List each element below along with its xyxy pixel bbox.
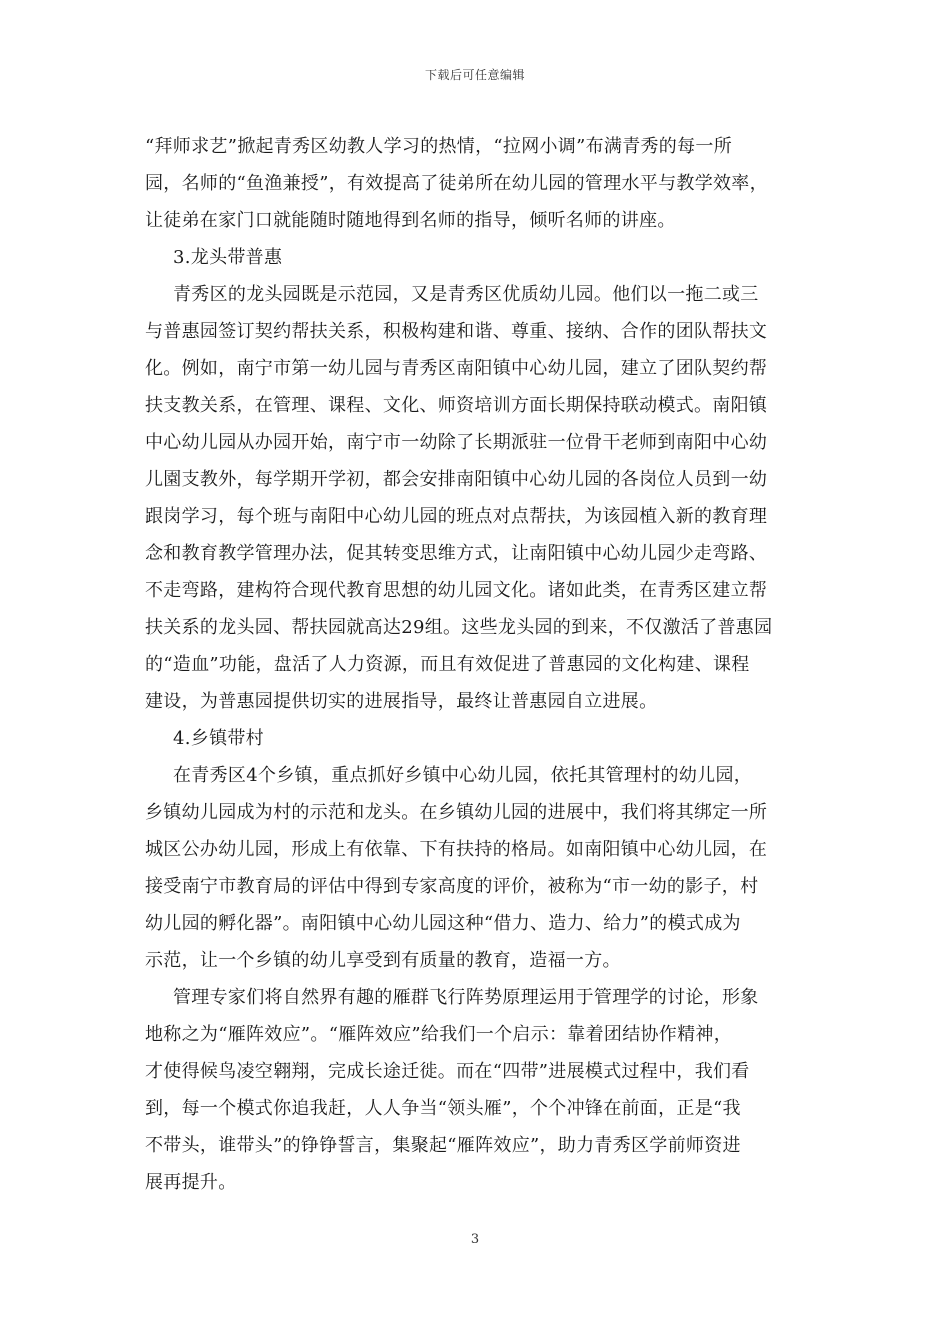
text-line: 儿園支教外，每学期开学初，都会安排南阳镇中心幼儿园的各岗位人员到一幼: [145, 469, 768, 490]
heading-text: 4.乡镇带村: [173, 728, 264, 749]
text-line: 示范，让一个乡镇的幼儿享受到有质量的教育，造福一方。: [145, 950, 621, 971]
text-line: 跟岗学习，每个班与南阳中心幼儿园的班点对点帮扶，为该园植入新的教育理: [145, 506, 768, 527]
text-line: 城区公办幼儿园，形成上有依靠、下有扶持的格局。如南阳镇中心幼儿园，在: [145, 839, 768, 860]
section-heading: [145, 720, 805, 757]
page-header: 下载后可任意编辑: [424, 68, 525, 82]
text-line: 与普惠园签订契约帮扶关系，积极构建和谐、尊重、接纳、合作的团队帮扶文: [145, 321, 768, 342]
text-line: 管理专家们将自然界有趣的雁群飞行阵势原理运用于管理学的讨论，形象: [173, 987, 759, 1008]
section-heading: [145, 239, 805, 276]
text-line: 青秀区的龙头园既是示范园，又是青秀区优质幼儿园。他们以一拖二或三: [173, 284, 759, 305]
paragraph: [145, 276, 805, 720]
text-line: 念和教育教学管理办法，促其转变思维方式，让南阳镇中心幼儿园少走弯路、: [145, 543, 768, 564]
text-line: 中心幼儿园从办园开始，南宁市一幼除了长期派驻一位骨干老师到南阳中心幼: [145, 432, 768, 453]
paragraph: [145, 979, 805, 1201]
paragraph: [145, 757, 805, 979]
text-line: 幼儿园的孵化器”。南阳镇中心幼儿园这种“借力、造力、给力”的模式成为: [145, 913, 741, 934]
text-line: 扶支教关系，在管理、课程、文化、师资培训方面长期保持联动模式。南阳镇: [145, 395, 768, 416]
text-line: 不走弯路，建构符合现代教育思想的幼儿园文化。诸如此类，在青秀区建立帮: [145, 580, 768, 601]
heading-text: 3.龙头带普惠: [173, 247, 283, 268]
text-line: 的“造血”功能，盘活了人力资源，而且有效促进了普惠园的文化构建、课程: [145, 654, 750, 675]
text-line: 化。例如，南宁市第一幼儿园与青秀区南阳镇中心幼儿园，建立了团队契约帮: [145, 358, 768, 379]
text-line: 扶关系的龙头园、帮扶园就高达29组。这些龙头园的到来，不仅激活了普惠园: [145, 617, 773, 638]
text-line: 展再提升。: [145, 1172, 237, 1193]
text-line: “拜师求艺”掀起青秀区幼教人学习的热情，“拉网小调”布满青秀的每一所: [145, 136, 733, 157]
text-line: 地称之为“雁阵效应”。“雁阵效应”给我们一个启示：靠着团结协作精神，: [145, 1024, 733, 1045]
text-line: 在青秀区4个乡镇，重点抓好乡镇中心幼儿园，依托其管理村的幼儿园，: [173, 765, 753, 786]
text-line: 乡镇幼儿园成为村的示范和龙头。在乡镇幼儿园的进展中，我们将其绑定一所: [145, 802, 768, 823]
text-line: 让徒弟在家门口就能随时随地得到名师的指导，倾听名师的讲座。: [145, 210, 676, 231]
page-number: 3: [470, 1232, 480, 1247]
text-line: 才使得候鸟凌空翱翔，完成长途迁徙。而在“四带”进展模式过程中，我们看: [145, 1061, 750, 1082]
paragraph: [145, 128, 805, 239]
text-line: 建设，为普惠园提供切实的进展指导，最终让普惠园自立进展。: [145, 691, 658, 712]
text-line: 到，每一个模式你追我赶，人人争当“领头雁”，个个冲锋在前面，正是“我: [145, 1098, 741, 1119]
text-line: 不带头，谁带头”的铮铮誓言，集聚起“雁阵效应”，助力青秀区学前师资进: [145, 1135, 741, 1156]
document-body: [145, 128, 805, 1201]
text-line: 园，名师的“鱼渔兼授”，有效提高了徒弟所在幼儿园的管理水平与教学效率，: [145, 173, 768, 194]
text-line: 接受南宁市教育局的评估中得到专家高度的评价，被称为“市一幼的影子，村: [145, 876, 759, 897]
